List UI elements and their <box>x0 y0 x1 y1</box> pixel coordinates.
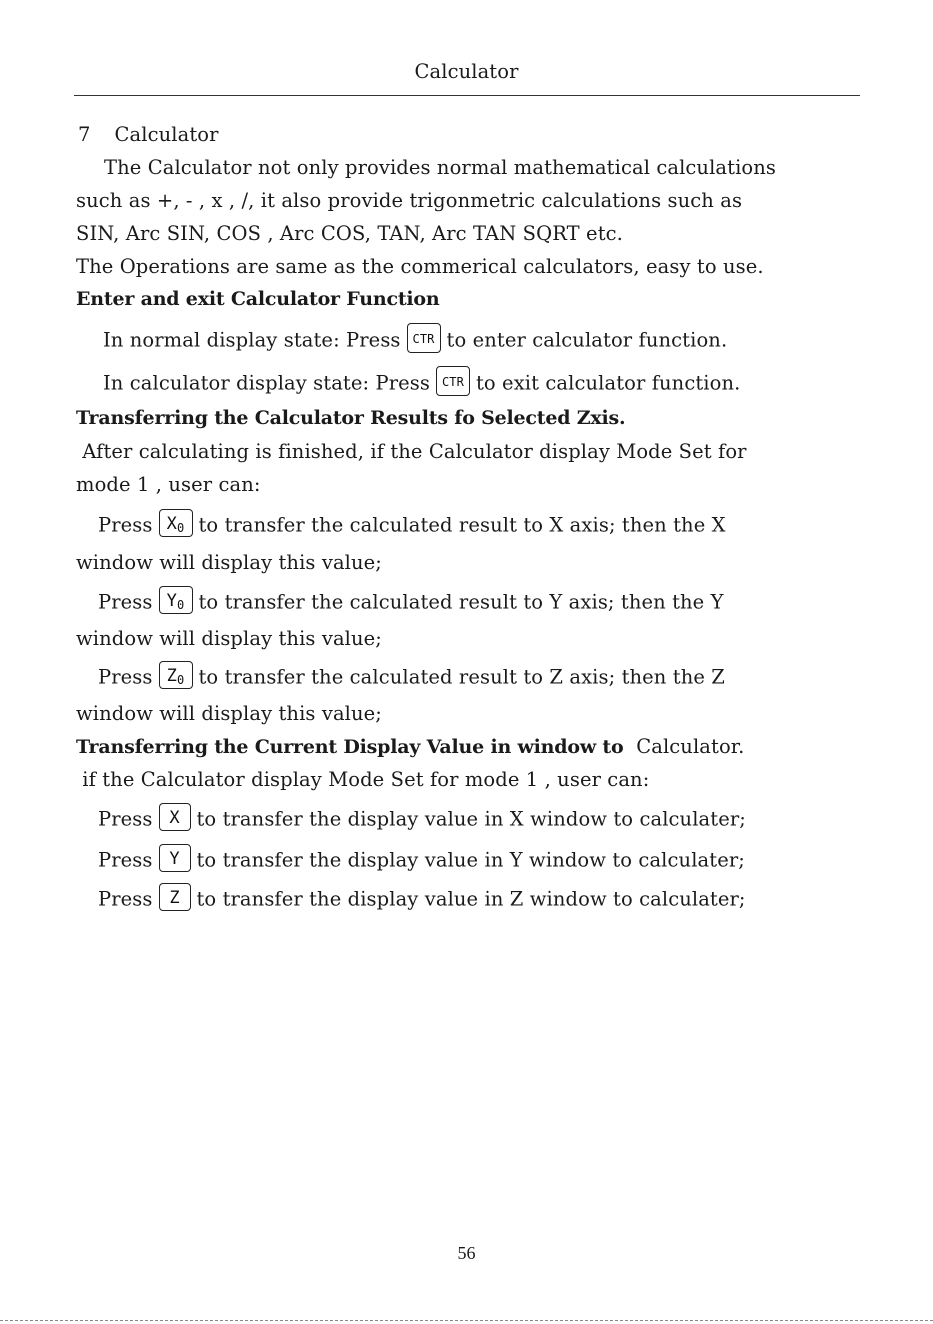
intro-line-1: The Calculator not only provides normal mathematical calculations <box>104 156 777 179</box>
press-label: Press <box>98 665 153 689</box>
page-number: 56 <box>457 1243 476 1263</box>
transfer-display-y-line <box>98 847 745 875</box>
intro-line-2: such as +, - , x , /, it also provide trigonmetric calculations such as <box>76 189 743 212</box>
transfer-results-intro-1: After calculating is finished, if the Calculator display Mode Set for <box>76 440 747 463</box>
enter-exit-heading: Enter and exit Calculator Function <box>76 288 440 310</box>
y0-key-icon <box>159 586 193 614</box>
transfer-x0-text: to transfer the calculated result to X axis; then the X <box>198 513 726 537</box>
exit-text-before: In calculator display state: Press <box>103 371 430 395</box>
transfer-display-heading <box>76 735 744 758</box>
x-key-icon: X <box>159 803 191 831</box>
transfer-display-heading-tail: Calculator. <box>636 735 745 758</box>
key-letter: Y <box>166 591 177 611</box>
transfer-y0-line <box>98 589 724 617</box>
intro-line-4: The Operations are same as the commerical calculators, easy to use. <box>76 255 764 278</box>
transfer-z0-text: to transfer the calculated result to Z axis; then the Z <box>198 665 725 689</box>
transfer-display-x-line <box>98 806 746 834</box>
ctr-key-icon: CTR <box>407 323 441 353</box>
page-edge-divider <box>0 1320 933 1321</box>
press-label: Press <box>98 590 153 614</box>
transfer-results-intro-2: mode 1 , user can: <box>76 473 261 496</box>
transfer-z0-cont: window will display this value; <box>76 702 382 725</box>
y-key-icon: Y <box>159 844 191 872</box>
section-title-text: Calculator <box>114 123 219 146</box>
z0-key-icon <box>159 661 193 689</box>
transfer-x0-line <box>98 512 726 540</box>
exit-line <box>103 369 740 399</box>
press-label: Press <box>98 848 153 872</box>
transfer-z0-line <box>98 664 725 692</box>
running-header: Calculator <box>414 60 519 83</box>
key-subscript: 0 <box>177 673 185 687</box>
x0-key-icon <box>159 509 193 537</box>
header-rule <box>74 95 860 96</box>
enter-text-before: In normal display state: Press <box>103 328 401 352</box>
key-letter: Z <box>166 666 177 686</box>
transfer-display-z-text: to transfer the display value in Z window to calculater; <box>196 887 746 911</box>
z-key-icon: Z <box>159 883 191 911</box>
transfer-results-heading: Transferring the Calculator Results fo Selected Zxis. <box>76 407 626 429</box>
transfer-display-intro: if the Calculator display Mode Set for mode 1 , user can: <box>76 768 650 791</box>
transfer-y0-cont: window will display this value; <box>76 627 382 650</box>
enter-line <box>103 326 727 356</box>
transfer-display-x-text: to transfer the display value in X window to calculater; <box>196 807 746 831</box>
press-label: Press <box>98 887 153 911</box>
section-title <box>78 123 219 146</box>
transfer-display-y-text: to transfer the display value in Y window to calculater; <box>196 848 745 872</box>
transfer-y0-text: to transfer the calculated result to Y axis; then the Y <box>198 590 724 614</box>
transfer-display-z-line <box>98 886 746 914</box>
ctr-key-icon: CTR <box>436 366 470 396</box>
enter-text-after: to enter calculator function. <box>446 328 728 352</box>
exit-text-after: to exit calculator function. <box>475 371 741 395</box>
transfer-x0-cont: window will display this value; <box>76 551 382 574</box>
key-subscript: 0 <box>177 598 185 612</box>
press-label: Press <box>98 807 153 831</box>
intro-line-3: SIN, Arc SIN, COS , Arc COS, TAN, Arc TAN SQRT etc. <box>76 222 623 245</box>
section-number: 7 <box>78 123 91 146</box>
key-letter: X <box>166 514 177 534</box>
key-subscript: 0 <box>177 521 185 535</box>
transfer-display-heading-bold: Transferring the Current Display Value in window to <box>76 736 630 758</box>
press-label: Press <box>98 513 153 537</box>
